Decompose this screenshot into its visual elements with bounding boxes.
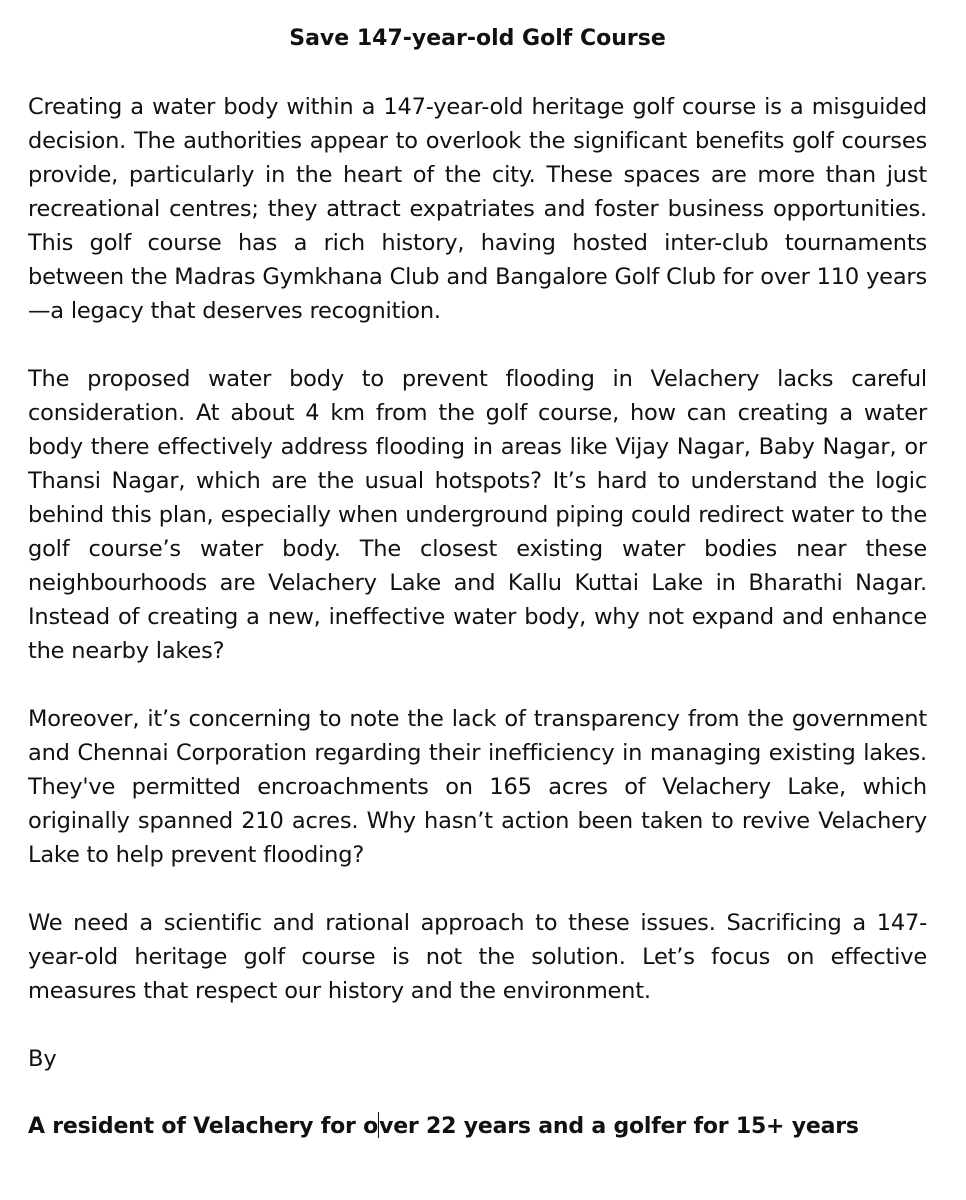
document-title: Save 147-year-old Golf Course bbox=[289, 26, 666, 51]
by-label[interactable]: By bbox=[28, 1046, 57, 1072]
paragraph-conclusion[interactable]: We need a scientific and rational approach to these issues. Sacrificing a 147-year-old heritage golf course is not the solution. Let’s focus on effective measures that respect our history and the environment. bbox=[28, 910, 927, 1004]
paragraph-heritage[interactable]: Creating a water body within a 147-year-old heritage golf course is a misguided decision. The authorities appear to overlook the significant benefits golf courses provide, particularly in the heart of the city. These spaces are more than just recreational centres; they attract expatriates and foster business opportunities. This golf course has a rich history, having hosted inter-club tournaments between the Madras Gymkhana Club and Bangalore Golf Club for over 110 years—a legacy that deserves recognition. bbox=[28, 94, 927, 324]
author-signature[interactable] bbox=[28, 1110, 927, 1144]
document-page bbox=[28, 22, 927, 1144]
signature-text-before-caret: A resident of Velachery for o bbox=[28, 1114, 379, 1139]
paragraph-transparency[interactable]: Moreover, it’s concerning to note the lack of transparency from the government and Chennai Corporation regarding their inefficiency in managing existing lakes. They've permitted encroachments on 165 acres of Velachery Lake, which originally spanned 210 acres. Why hasn’t action been taken to revive Velachery Lake to help prevent flooding? bbox=[28, 706, 927, 868]
signature-text-after-caret: ver 22 years and a golfer for 15+ years bbox=[379, 1114, 859, 1139]
paragraph-flooding[interactable]: The proposed water body to prevent flooding in Velachery lacks careful consideration. At about 4 km from the golf course, how can creating a water body there effectively address flooding in areas like Vijay Nagar, Baby Nagar, or Thansi Nagar, which are the usual hotspots? It’s hard to understand the logic behind this plan, especially when underground piping could redirect water to the golf course’s water body. The closest existing water bodies near these neighbourhoods are Velachery Lake and Kallu Kuttai Lake in Bharathi Nagar. Instead of creating a new, ineffective water body, why not expand and enhance the nearby lakes? bbox=[28, 366, 927, 664]
